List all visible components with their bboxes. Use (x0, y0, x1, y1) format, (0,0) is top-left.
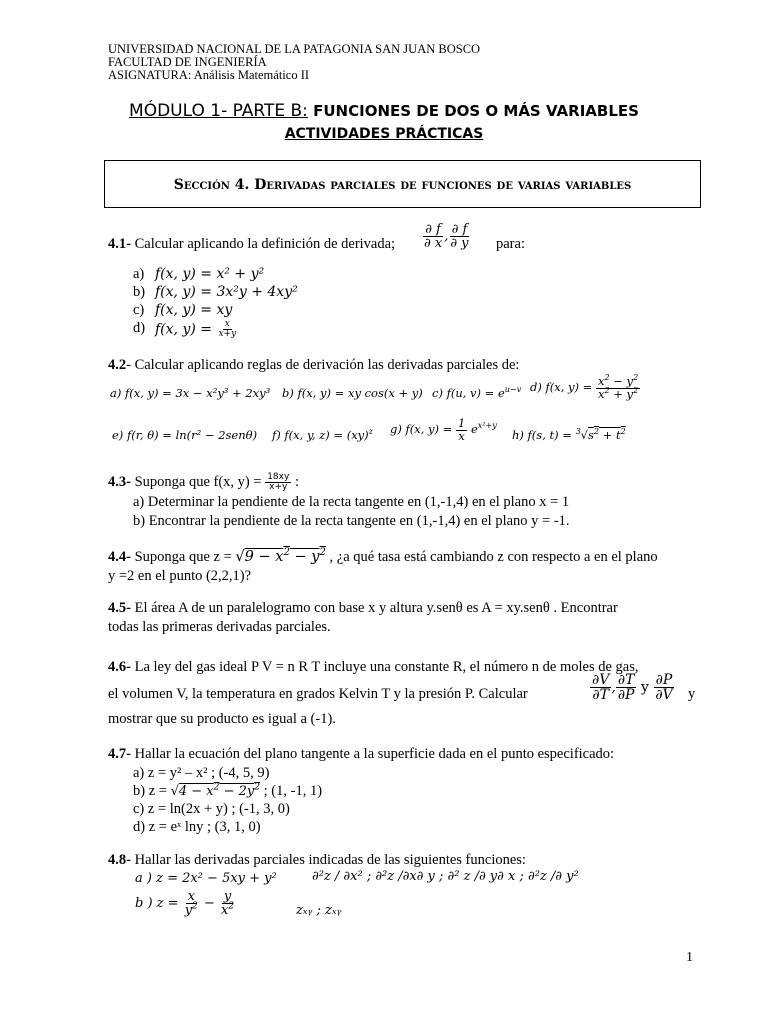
ex41-d-lhs: f(x, y) = (155, 321, 212, 338)
ex42-b: b) f(x, y) = xy cos(x + y) (282, 386, 423, 400)
exercise-text: - Calcular aplicando reglas de derivación las derivadas parciales de: (126, 357, 520, 373)
exercise-4-8-statement (108, 852, 526, 869)
ex43-a: a) Determinar la pendiente de la recta tangente en (1,-1,4) en el plano x = 1 (133, 494, 570, 510)
ex47-b: b) $z = √4 - x^2 - 2y^2$ ; (1, -1, 1) (133, 782, 323, 799)
ex42-c: c) f(u, $v) = e^{u-v}$ (432, 385, 522, 400)
exercise-text: Calcular aplicando la definición de derivada; (130, 236, 396, 252)
ex46-fractions: $\frac{\partial V}{\partial T}$ , $\frac{\partial T}{\partial P}$ y $\frac{\partial P}{\partial V}$ (592, 672, 673, 703)
ex48-b-text: b ) z = (135, 896, 179, 911)
para-word: para: (496, 236, 525, 252)
exercise-4-1-statement (108, 236, 395, 253)
module-label: MÓDULO 1- PARTE B: (129, 101, 308, 121)
subject-name: ASIGNATURA: Análisis Matemático II (108, 68, 310, 82)
exercise-4-2-statement (108, 357, 519, 374)
exercise-text: Hallar las derivadas parciales indicadas de las siguientes funciones: (130, 852, 526, 868)
ex42-g-text: g) f(x, y) = (390, 422, 453, 436)
ex47-d: d) z = eˣ lny ; (3, 1, 0) (133, 819, 261, 835)
subtitle: ACTIVIDADES PRÁCTICAS (284, 126, 484, 142)
exercise-number: 4.8- (108, 852, 131, 868)
exercise-number: 4.7- (108, 746, 131, 762)
ex47-a: a) z = y² – x² ; (-4, 5, 9) (133, 765, 270, 781)
ex42-c-text: c) f(u, v) = e (432, 386, 505, 400)
exercise-number: 4.6- (108, 659, 131, 675)
ex43-b: b) Encontrar la pendiente de la recta tangente en (1,-1,4) en el plano y = -1. (133, 513, 570, 529)
ex48-a: a ) z = 2x² − 5xy + y² (135, 871, 277, 886)
ex46-y1: y (640, 679, 649, 696)
exercise-number: 4.1- (108, 236, 131, 252)
ex41-b-expr: f(x, y) = 3x²y + 4xy² (155, 284, 298, 300)
ex47-b-text: b) z = (133, 783, 167, 799)
exercise-4-7-statement (108, 746, 614, 763)
ex41-a-expr: f(x, y) = x² + y² (155, 266, 265, 282)
exercise-text-cont: , ¿a qué tasa está cambiando z con respecto a en el plano (325, 549, 658, 565)
exercise-4-5-statement (108, 600, 618, 617)
section-heading: Sección 4. Derivadas parciales de funciones de varias variables (173, 177, 632, 193)
ex47-b-point: ; (1, -1, 1) (260, 783, 323, 799)
university-name: UNIVERSIDAD NACIONAL DE LA PATAGONIA SAN JUAN BOSCO (108, 42, 481, 56)
ex44-line2: y =2 en el punto (2,2,1)? (108, 568, 252, 584)
exercise-text: Suponga que z = (130, 549, 236, 565)
ex42-f: f) f(x, y, z) = (xy)$^z$ (272, 427, 373, 442)
exercise-number: 4.4- (108, 549, 131, 565)
module-topic: FUNCIONES DE DOS O MÁS VARIABLES (307, 102, 639, 120)
partial-derivatives-fraction: $\frac{\partial f}{\partial x}$ , $\frac{\partial f}{\partial y}$ (424, 222, 469, 251)
ex46-line2: el volumen V, la temperatura en grados Kelvin T y la presión P. Calcular (108, 686, 528, 702)
ex41-c-expr: f(x, y) = xy (155, 302, 233, 318)
ex41-c-label: c) (133, 302, 145, 318)
ex41-d-label: d) (133, 320, 146, 336)
ex41-b-label: b) (133, 284, 146, 300)
ex41-a-label: a) (133, 266, 145, 282)
ex42-g: g) f(x, y) = $\frac{1}{x}$ $e^{x^2+y}$ (390, 416, 497, 443)
colon: : (291, 473, 299, 490)
ex48-b-derivs: zₓᵧ ; zₓᵧ (296, 903, 342, 918)
exercise-text: Hallar la ecuación del plano tangente a la superficie dada en el punto especificado: (130, 746, 615, 762)
exercise-4-6-statement (108, 659, 639, 676)
exercise-text: La ley del gas ideal P V = n R T incluye una constante R, el número n de moles de gas, (130, 659, 639, 675)
ex42-f-text: f) f(x, y, z) = (xy) (272, 428, 369, 442)
ex48-a-derivs: ∂²z / ∂x² ; ∂²z /∂x∂ y ; ∂² z /∂ y∂ x ; ∂²z /∂ y² (312, 869, 579, 884)
ex45-line2: todas las primeras derivadas parciales. (108, 619, 331, 635)
ex48-b: b ) z = $\frac{x}{y^2}$ − $\frac{y}{x^2}$ (135, 889, 235, 918)
exercise-text: El área A de un paralelogramo con base x y altura y.senθ es A = xy.senθ . Encontrar (130, 600, 618, 616)
ex42-a: a) f(x, y) = 3x − x²y³ + 2xy³ (110, 386, 271, 400)
ex42-h: h) f(s, $t) = ^3√s^2 + t^2$ (512, 427, 626, 442)
exercise-number: 4.3- (108, 473, 131, 490)
ex46-y2: y (688, 686, 696, 702)
module-title (0, 101, 768, 121)
ex41-d-expr: f(x, y) = $\frac{x}{x+y}$ (155, 319, 237, 339)
exercise-number: 4.2 (108, 357, 127, 373)
exercise-text: Suponga que f(x, y) = (130, 473, 262, 490)
exercise-number: 4.5- (108, 600, 131, 616)
ex42-d-text: d) f(x, y) = (530, 380, 593, 394)
ex46-line3: mostrar que su producto es igual a (-1). (108, 711, 336, 727)
faculty-name: FACULTAD DE INGENIERÍA (108, 55, 267, 69)
exercise-4-3-statement: 4.3- Suponga que f(x, y) = $\frac{18xy}{x+y}$ : (108, 472, 299, 492)
ex47-c: c) z = ln(2x + y) ; (-1, 3, 0) (133, 801, 290, 817)
exercise-4-4-statement: 4.4- Suponga que $z = √9 - x^2 - y^2$ , ¿a qué tasa está cambiando z con respecto a en el plano (108, 547, 658, 565)
ex42-h-text: h) f(s, t) = (512, 428, 572, 442)
ex42-e: e) f(r, θ) = ln(r² − 2senθ) (112, 428, 258, 442)
ex42-d: d) f(x, y) = $\frac{x^2 - y^2}{x^2 + y^2}$ (530, 373, 639, 401)
page-number: 1 (686, 950, 693, 965)
